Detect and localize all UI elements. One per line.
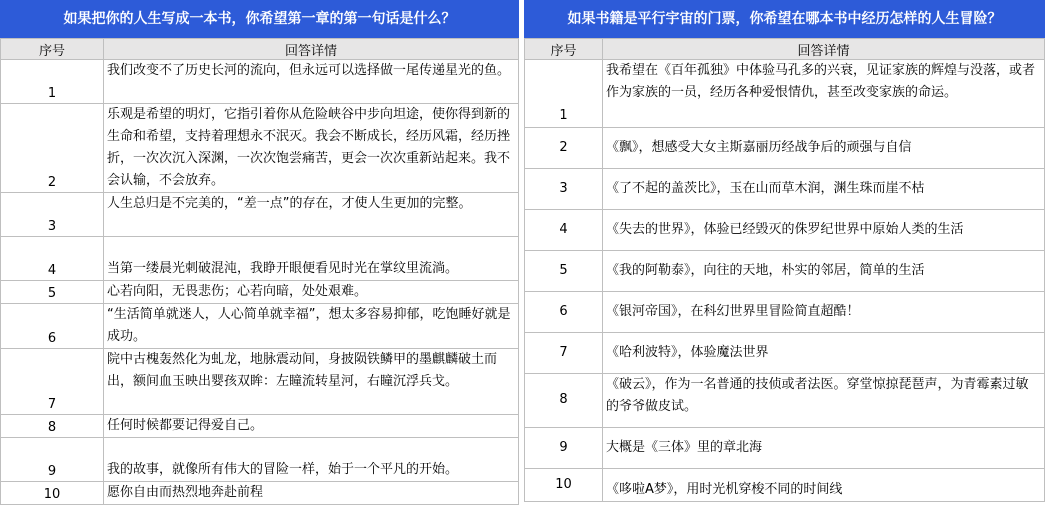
row-answer: 愿你自由而热烈地奔赴前程 — [104, 482, 519, 505]
table-row — [1, 104, 519, 193]
row-answer: 《飘》，想感受大女主斯嘉丽历经战争后的顽强与自信 — [603, 128, 1045, 169]
table-row — [525, 210, 1045, 251]
col-header-detail: 回答详情 — [104, 39, 519, 60]
row-answer: 《我的阿勒泰》，向往的天地，朴实的邻居，简单的生活 — [603, 251, 1045, 292]
row-number: 7 — [525, 333, 603, 374]
row-number: 6 — [525, 292, 603, 333]
table-row — [525, 169, 1045, 210]
table-header-row — [1, 39, 519, 60]
row-answer: 我希望在《百年孤独》中体验马孔多的兴衰，见证家族的辉煌与没落，或者作为家族的一员，经历各种爱恨情仇，甚至改变家族的命运。 — [603, 60, 1045, 128]
table-row — [525, 374, 1045, 428]
row-answer: 大概是《三体》里的章北海 — [603, 428, 1045, 469]
row-number: 8 — [525, 374, 603, 428]
table-row — [1, 304, 519, 349]
table-row — [1, 60, 519, 104]
row-answer: 《破云》，作为一名普通的技侦或者法医。穿堂惊掠琵琶声，为青霉素过敏的爷爷做皮试。 — [603, 374, 1045, 428]
row-answer: 《哈利波特》，体验魔法世界 — [603, 333, 1045, 374]
row-answer: 院中古槐轰然化为虬龙，地脉震动间，身披陨铁鳞甲的墨麒麟破土而出，额间血玉映出婴孩双眸：左瞳流转星河，右瞳沉浮兵戈。 — [104, 349, 519, 415]
row-answer: 我的故事，就像所有伟大的冒险一样，始于一个平凡的开始。 — [104, 438, 519, 482]
row-number: 3 — [1, 193, 104, 237]
row-number: 4 — [1, 237, 104, 281]
row-answer: 《银河帝国》，在科幻世界里冒险简直超酷！ — [603, 292, 1045, 333]
col-header-number: 序号 — [525, 39, 603, 60]
row-number: 10 — [1, 482, 104, 505]
table-row — [525, 469, 1045, 502]
table-row — [1, 281, 519, 304]
row-number: 6 — [1, 304, 104, 349]
table-row — [1, 193, 519, 237]
table-row — [525, 128, 1045, 169]
table-row — [1, 438, 519, 482]
row-number: 4 — [525, 210, 603, 251]
row-number: 2 — [1, 104, 104, 193]
table-row — [525, 251, 1045, 292]
row-answer: 乐观是希望的明灯，它指引着你从危险峡谷中步向坦途，使你得到新的生命和希望，支持着理想永不泯灭。我会不断成长，经历风霜，经历挫折，一次次沉入深渊，一次次饱尝痛苦，更会一次次重新站起来。我不会认输，不会放弃。 — [104, 104, 519, 193]
row-number: 5 — [1, 281, 104, 304]
row-number: 1 — [1, 60, 104, 104]
table-row — [1, 415, 519, 438]
row-answer: 《了不起的盖茨比》，玉在山而草木润，渊生珠而崖不枯 — [603, 169, 1045, 210]
row-number: 9 — [525, 428, 603, 469]
row-number: 9 — [1, 438, 104, 482]
row-answer: 任何时候都要记得爱自己。 — [104, 415, 519, 438]
row-answer: 《失去的世界》，体验已经毁灭的侏罗纪世界中原始人类的生活 — [603, 210, 1045, 251]
row-answer: “生活简单就迷人，人心简单就幸福”，想太多容易抑郁，吃饱睡好就是成功。 — [104, 304, 519, 349]
row-number: 8 — [1, 415, 104, 438]
table-row — [1, 349, 519, 415]
row-answer: 心若向阳，无畏悲伤；心若向暗，处处艰难。 — [104, 281, 519, 304]
row-number: 2 — [525, 128, 603, 169]
left-answers-table — [0, 38, 519, 505]
left-panel — [0, 0, 519, 505]
table-row — [1, 237, 519, 281]
row-number: 10 — [525, 469, 603, 502]
table-row — [525, 428, 1045, 469]
row-answer: 《哆啦A梦》，用时光机穿梭不同的时间线 — [603, 469, 1045, 502]
row-answer: 我们改变不了历史长河的流向，但永远可以选择做一尾传递星光的鱼。 — [104, 60, 519, 104]
table-row — [525, 292, 1045, 333]
table-row — [525, 333, 1045, 374]
row-number: 5 — [525, 251, 603, 292]
table-row — [1, 482, 519, 505]
col-header-number: 序号 — [1, 39, 104, 60]
row-number: 7 — [1, 349, 104, 415]
row-number: 1 — [525, 60, 603, 128]
table-row — [525, 60, 1045, 128]
right-panel — [524, 0, 1045, 502]
col-header-detail: 回答详情 — [603, 39, 1045, 60]
row-answer: 当第一缕晨光刺破混沌，我睁开眼便看见时光在掌纹里流淌。 — [104, 237, 519, 281]
right-panel-title: 如果书籍是平行宇宙的门票，你希望在哪本书中经历怎样的人生冒险？ — [524, 0, 1045, 38]
right-answers-table — [524, 38, 1045, 502]
table-header-row — [525, 39, 1045, 60]
row-answer: 人生总归是不完美的，“差一点”的存在，才使人生更加的完整。 — [104, 193, 519, 237]
row-number: 3 — [525, 169, 603, 210]
left-panel-title: 如果把你的人生写成一本书，你希望第一章的第一句话是什么？ — [0, 0, 519, 38]
